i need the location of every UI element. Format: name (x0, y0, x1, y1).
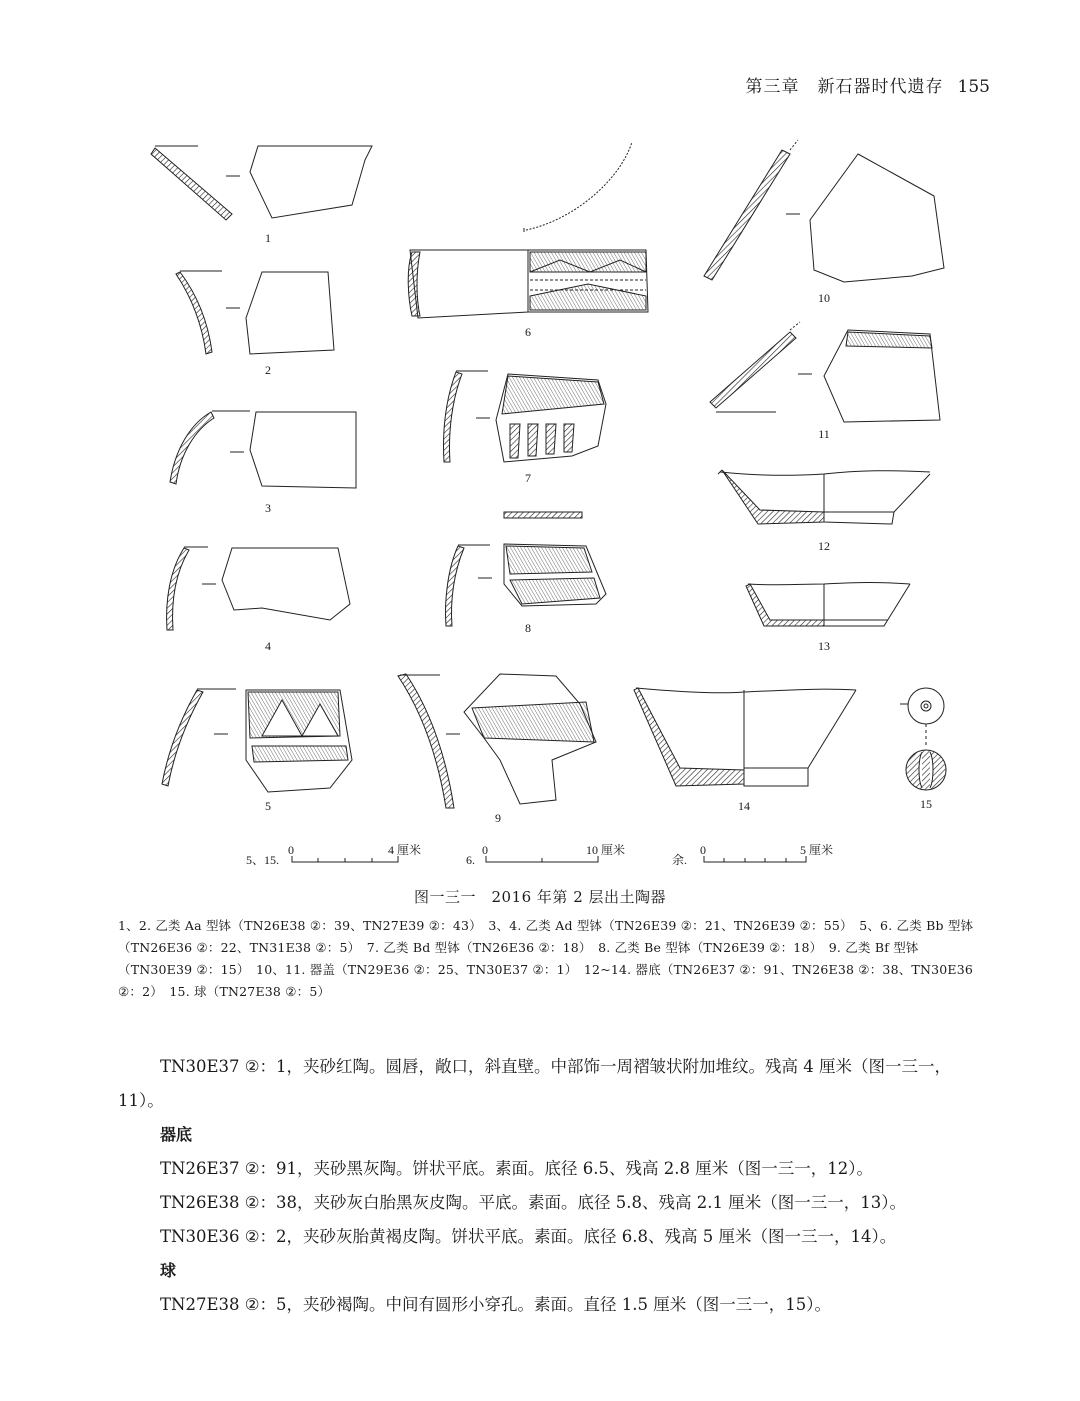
sherd-8 (446, 512, 607, 626)
figure-label-2: 2 (265, 363, 271, 377)
scale-3-end: 5 厘米 (800, 843, 834, 857)
paragraph: TN26E37 ②：91，夹砂黑灰陶。饼状平底。素面。底径 6.5、残高 2.8 厘米（图一三一，12）。 (160, 1159, 873, 1178)
figure-label-13: 13 (818, 639, 830, 653)
sherd-4 (167, 547, 350, 630)
scale-2-prefix: 6. (466, 853, 475, 867)
scale-2-end: 10 厘米 (586, 843, 626, 857)
figure-label-3: 3 (265, 501, 271, 515)
scale-bar-3 (704, 856, 806, 862)
sherd-3 (170, 411, 356, 488)
chapter-title: 第三章 新石器时代遗存 (745, 77, 944, 97)
sherd-9 (398, 674, 596, 808)
sherd-10 (704, 140, 944, 282)
sherd-7 (444, 371, 607, 462)
sherd-13 (746, 583, 910, 627)
scale-1-end: 4 厘米 (388, 843, 422, 857)
figure-label-7: 7 (525, 471, 531, 485)
figure-label-6: 6 (525, 325, 531, 339)
sherd-2 (176, 271, 334, 354)
scale-2-start: 0 (482, 843, 488, 857)
paragraph: TN27E38 ②：5，夹砂褐陶。中间有圆形小穿孔。素面。直径 1.5 厘米（图一三一，15）。 (160, 1295, 831, 1314)
sherd-11 (710, 322, 940, 422)
sherd-15 (900, 688, 946, 790)
figure-label-9: 9 (495, 811, 501, 825)
scale-3-start: 0 (700, 843, 706, 857)
figure-label-5: 5 (265, 799, 271, 813)
figure-label-1: 1 (265, 231, 271, 245)
sherd-12 (718, 470, 930, 524)
sherd-1 (151, 146, 372, 220)
scale-bar-1 (292, 856, 398, 862)
paragraph: TN26E38 ②：38，夹砂灰白胎黑灰皮陶。平底。素面。底径 5.8、残高 2.1 厘米（图一三一，13）。 (160, 1193, 906, 1212)
figure-label-11: 11 (818, 427, 830, 441)
body-text (118, 1050, 988, 1322)
sherd-5 (162, 689, 352, 792)
page-number: 155 (957, 77, 990, 97)
paragraph: TN30E37 ②：1，夹砂红陶。圆唇，敞口，斜直壁。中部饰一周褶皱状附加堆纹。残高 4 厘米（图一三一，11）。 (118, 1057, 952, 1110)
paragraph: TN30E36 ②：2，夹砂灰胎黄褐皮陶。饼状平底。素面。底径 6.8、残高 5 厘米（图一三一，14）。 (160, 1227, 897, 1246)
figure-legend: 1、2. 乙类 Aa 型钵（TN26E38 ②：39、TN27E39 ②：43） 3、4. 乙类 Ad 型钵（TN26E39 ②：21、TN26E39 ②：55） 5、6. 乙类 Bb 型钵（TN26E36 ②：22、TN31E38 ②：5） 7. 乙类 Bd 型钵（TN26E36 ②：18） 8. 乙类 Be 型钵（TN26E39 ②：18） 9. 乙类 Bf 型钵（TN30E39 ②：15） 10、11. 器盖（TN29E36 ②：25、TN30E37 ②：1） 12~14. 器底（TN26E37 ②：91、TN26E38 ②：38、TN30E36 ②：2） 15. 球（TN27E38 ②：5） (118, 918, 974, 999)
figure-label-10: 10 (818, 291, 830, 305)
figure-label-15: 15 (920, 797, 932, 811)
sherd-6 (408, 142, 648, 318)
figure-label-14: 14 (738, 799, 750, 813)
section-heading-base: 器底 (160, 1125, 193, 1144)
figure-label-8: 8 (525, 621, 531, 635)
scale-1-prefix: 5、15. (246, 853, 280, 867)
figure-title: 图一三一 2016 年第 2 层出土陶器 (413, 888, 667, 906)
figure-label-12: 12 (818, 539, 830, 553)
scale-bar-2 (486, 856, 598, 862)
section-heading-ball: 球 (160, 1261, 177, 1280)
sherd-14 (634, 688, 856, 786)
scale-3-prefix: 余. (672, 853, 688, 867)
scale-1-start: 0 (288, 843, 294, 857)
figure-label-4: 4 (265, 639, 271, 653)
